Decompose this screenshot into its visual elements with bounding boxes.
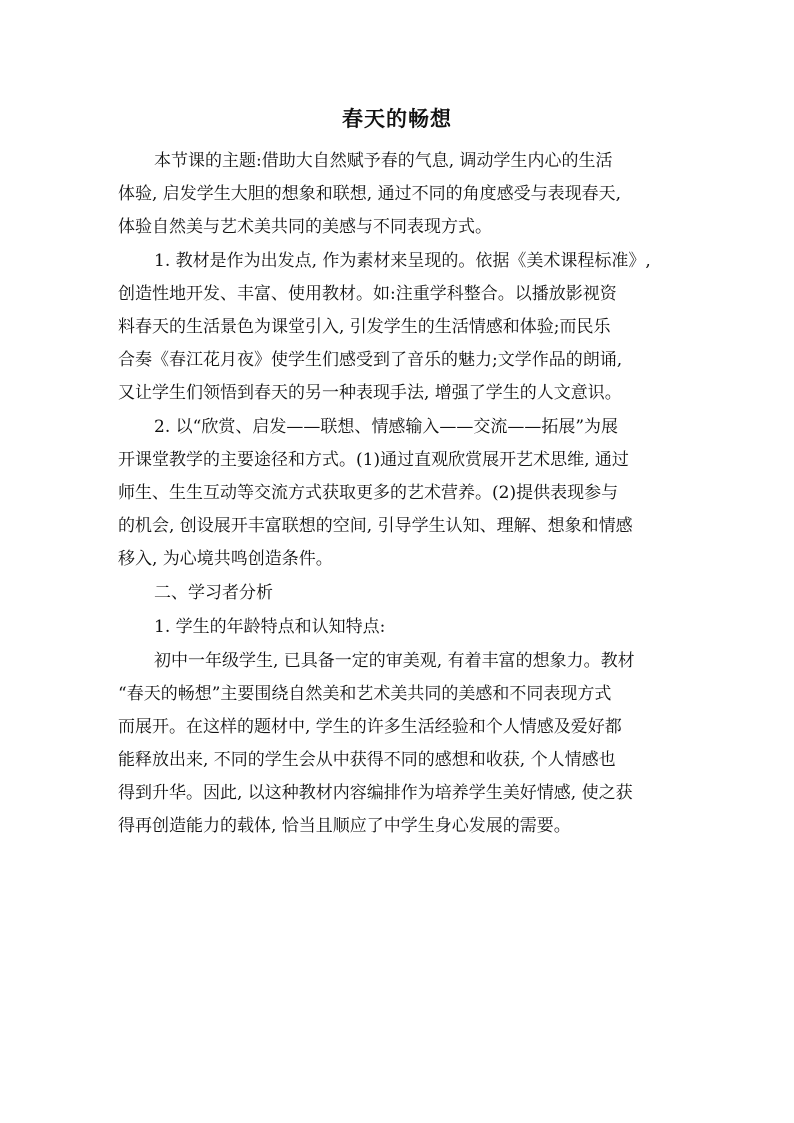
paragraph-line-4: 1. 教材是作为出发点, 作为素材来呈现的。依据《美术课程标准》,: [154, 251, 651, 271]
paragraph-line-8: 又让学生们领悟到春天的另一种表现手法, 增强了学生的人文意识。: [118, 383, 622, 403]
paragraph-line-13: 移入, 为心境共鸣创造条件。: [118, 549, 333, 569]
paragraph-line-19: 得再创造能力的载体, 恰当且顺应了中学生身心发展的需要。: [118, 816, 571, 836]
paragraph-line-11: 师生、生生互动等交流方式获取更多的艺术营养。(2)提供表现参与: [118, 483, 619, 503]
paragraph-line-15: “春天的畅想”主要围绕自然美和艺术美共同的美感和不同表现方式: [118, 684, 612, 704]
paragraph-line-18: 得到升华。因此, 以这种教材内容编排作为培养学生美好情感, 使之获: [118, 783, 633, 803]
paragraph-line-5: 创造性地开发、丰富、使用教材。如:注重学科整合。以播放影视资: [118, 284, 617, 304]
paragraph-line-10: 开课堂教学的主要途径和方式。(1)通过直观欣赏展开艺术思维, 通过: [118, 450, 629, 470]
document-title: 春天的畅想: [342, 106, 452, 131]
document-body: [118, 145, 698, 843]
paragraph-line-6: 料春天的生活景色为课堂引入, 引发学生的生活情感和体验;而民乐: [118, 317, 611, 337]
paragraph-line-9: 2. 以“欣赏、启发——联想、情感输入——交流——拓展”为展: [154, 417, 619, 437]
paragraph-line-2: 体验, 启发学生大胆的想象和联想, 通过不同的角度感受与表现春天,: [118, 184, 622, 204]
subheading: 1. 学生的年龄特点和认知特点:: [154, 617, 386, 637]
paragraph-line-3: 体验自然美与艺术美共同的美感与不同表现方式。: [118, 217, 492, 237]
section-heading: 二、学习者分析: [154, 583, 273, 603]
paragraph-line-12: 的机会, 创设展开丰富联想的空间, 引导学生认知、理解、想象和情感: [118, 516, 633, 536]
paragraph-line-7: 合奏《春江花月夜》使学生们感受到了音乐的魅力;文学作品的朗诵,: [118, 350, 623, 370]
paragraph-line-14: 初中一年级学生, 已具备一定的审美观, 有着丰富的想象力。教材: [154, 651, 635, 671]
paragraph-line-1: 本节课的主题:借助大自然赋予春的气息, 调动学生内心的生活: [154, 151, 613, 171]
paragraph-line-17: 能释放出来, 不同的学生会从中获得不同的感想和收获, 个人情感也: [118, 750, 616, 770]
paragraph-line-16: 而展开。在这样的题材中, 学生的许多生活经验和个人情感及爱好都: [118, 717, 622, 737]
